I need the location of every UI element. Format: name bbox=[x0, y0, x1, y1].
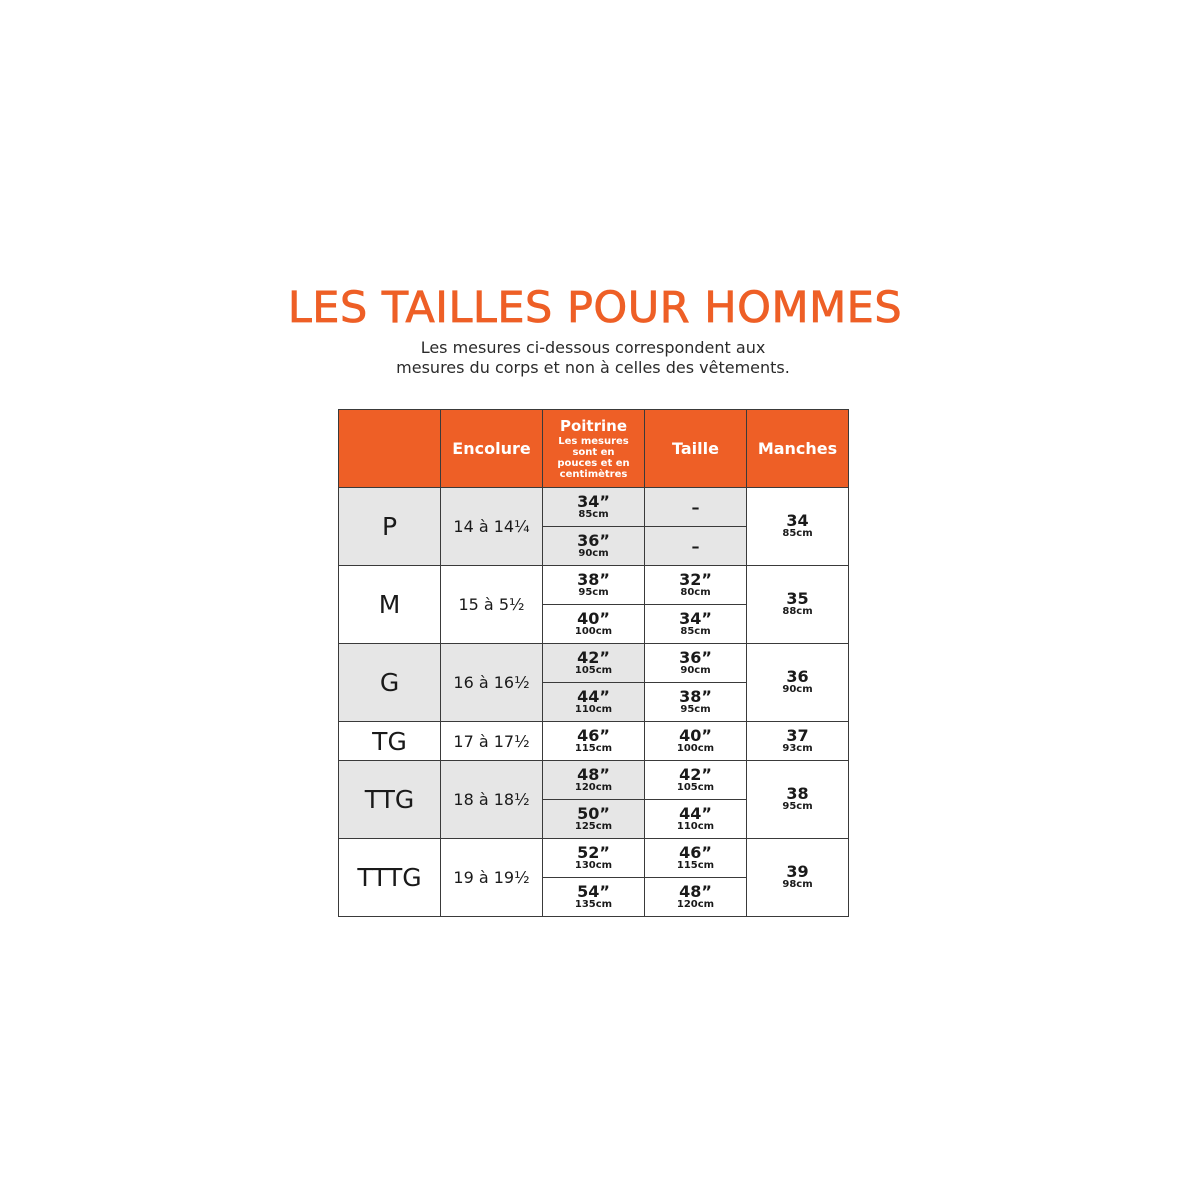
table-header-row bbox=[339, 410, 849, 488]
chest-inches: 38” bbox=[577, 569, 610, 589]
chest-inches: 52” bbox=[577, 842, 610, 862]
waist-cm: 105cm bbox=[676, 781, 715, 793]
chest-inches: 40” bbox=[577, 608, 610, 628]
size-cell: TTTG bbox=[339, 839, 441, 917]
neck-cell: 16 à 16½ bbox=[441, 644, 543, 722]
chest-cm: 90cm bbox=[578, 547, 609, 559]
sleeve-cell bbox=[747, 722, 849, 761]
size-chart-table bbox=[338, 409, 849, 917]
waist-cell bbox=[645, 683, 747, 722]
waist-cell bbox=[645, 488, 747, 527]
sleeve-inches: 37 bbox=[786, 725, 809, 745]
chest-cell bbox=[543, 800, 645, 839]
sleeve-cm: 88cm bbox=[782, 606, 813, 617]
waist-cell bbox=[645, 800, 747, 839]
waist-dash: – bbox=[691, 536, 700, 556]
sleeve-cell bbox=[747, 761, 849, 839]
chest-cm: 125cm bbox=[574, 820, 613, 832]
page-title: LES TAILLES POUR HOMMES bbox=[287, 283, 903, 333]
subtitle-line: Les mesures ci-dessous correspondent aux bbox=[420, 338, 766, 357]
table-row bbox=[339, 644, 849, 683]
sleeve-inches: 36 bbox=[786, 667, 809, 686]
chest-cm: 120cm bbox=[574, 781, 613, 793]
waist-cm: 90cm bbox=[680, 664, 711, 676]
sleeve-cm: 90cm bbox=[782, 684, 813, 695]
chest-cell bbox=[543, 761, 645, 800]
size-cell: TG bbox=[339, 722, 441, 761]
chest-cm: 115cm bbox=[574, 742, 613, 754]
waist-cm: 110cm bbox=[676, 820, 715, 832]
chest-cm: 135cm bbox=[574, 898, 613, 910]
header-chest-note: Les mesures sont en pouces et en centimètres bbox=[557, 435, 630, 480]
waist-cell bbox=[645, 722, 747, 761]
chest-inches: 54” bbox=[577, 881, 610, 901]
waist-cell bbox=[645, 761, 747, 800]
chest-cell bbox=[543, 644, 645, 683]
neck-cell: 18 à 18½ bbox=[441, 761, 543, 839]
chest-cell bbox=[543, 722, 645, 761]
chest-inches: 44” bbox=[577, 686, 610, 706]
chest-inches: 48” bbox=[577, 764, 610, 784]
waist-inches: 40” bbox=[679, 725, 712, 745]
chest-inches: 46” bbox=[577, 725, 610, 745]
neck-cell: 15 à 5½ bbox=[441, 566, 543, 644]
waist-cm: 120cm bbox=[676, 898, 715, 910]
table-row bbox=[339, 761, 849, 800]
waist-cm: 85cm bbox=[680, 625, 711, 637]
sleeve-inches: 35 bbox=[786, 589, 809, 608]
waist-cm: 95cm bbox=[680, 703, 711, 715]
table-row bbox=[339, 839, 849, 878]
waist-inches: 32” bbox=[679, 569, 712, 589]
sleeve-cell bbox=[747, 488, 849, 566]
sleeve-cm: 85cm bbox=[782, 528, 813, 539]
table-row bbox=[339, 566, 849, 605]
chest-cm: 100cm bbox=[574, 625, 613, 637]
header-chest bbox=[543, 410, 645, 488]
sleeve-cell bbox=[747, 566, 849, 644]
waist-cm: 80cm bbox=[680, 586, 711, 598]
table-body bbox=[339, 488, 849, 917]
header-waist: Taille bbox=[645, 410, 747, 488]
sleeve-cm: 93cm bbox=[782, 742, 813, 754]
page-subtitle bbox=[0, 338, 1186, 378]
size-cell: TTG bbox=[339, 761, 441, 839]
waist-inches: 38” bbox=[679, 686, 712, 706]
waist-inches: 36” bbox=[679, 647, 712, 667]
sleeve-cell bbox=[747, 839, 849, 917]
chest-cell bbox=[543, 839, 645, 878]
sleeve-cm: 98cm bbox=[782, 879, 813, 890]
waist-cell bbox=[645, 878, 747, 917]
sleeve-inches: 38 bbox=[786, 784, 809, 803]
chest-inches: 50” bbox=[577, 803, 610, 823]
waist-inches: 46” bbox=[679, 842, 712, 862]
chest-cm: 105cm bbox=[574, 664, 613, 676]
header-size bbox=[339, 410, 441, 488]
waist-cm: 100cm bbox=[676, 742, 715, 754]
chest-inches: 36” bbox=[577, 530, 610, 550]
chest-cell bbox=[543, 566, 645, 605]
subtitle-line: mesures du corps et non à celles des vêtements. bbox=[396, 358, 790, 377]
table-row bbox=[339, 722, 849, 761]
waist-inches: 34” bbox=[679, 608, 712, 628]
chest-cm: 85cm bbox=[578, 508, 609, 520]
waist-inches: 48” bbox=[679, 881, 712, 901]
header-sleeves: Manches bbox=[747, 410, 849, 488]
chest-cell bbox=[543, 683, 645, 722]
chest-cm: 95cm bbox=[578, 586, 609, 598]
chest-inches: 34” bbox=[577, 491, 610, 511]
waist-cell bbox=[645, 839, 747, 878]
chest-cell bbox=[543, 605, 645, 644]
waist-cell bbox=[645, 644, 747, 683]
waist-cm: 115cm bbox=[676, 859, 715, 871]
sleeve-cm: 95cm bbox=[782, 801, 813, 812]
sleeve-inches: 34 bbox=[786, 511, 809, 530]
table-row bbox=[339, 488, 849, 527]
sleeve-inches: 39 bbox=[786, 862, 809, 881]
header-chest-label: Poitrine bbox=[559, 416, 627, 435]
sleeve-cell bbox=[747, 644, 849, 722]
size-cell: P bbox=[339, 488, 441, 566]
waist-cell bbox=[645, 566, 747, 605]
size-cell: M bbox=[339, 566, 441, 644]
neck-cell: 17 à 17½ bbox=[441, 722, 543, 761]
waist-dash: – bbox=[691, 497, 700, 517]
waist-cell bbox=[645, 527, 747, 566]
chest-cell bbox=[543, 488, 645, 527]
chest-cell bbox=[543, 527, 645, 566]
size-cell: G bbox=[339, 644, 441, 722]
chest-cm: 130cm bbox=[574, 859, 613, 871]
waist-inches: 44” bbox=[679, 803, 712, 823]
neck-cell: 14 à 14¼ bbox=[441, 488, 543, 566]
chest-cell bbox=[543, 878, 645, 917]
chest-cm: 110cm bbox=[574, 703, 613, 715]
header-neck: Encolure bbox=[441, 410, 543, 488]
waist-cell bbox=[645, 605, 747, 644]
chest-inches: 42” bbox=[577, 647, 610, 667]
waist-inches: 42” bbox=[679, 764, 712, 784]
neck-cell: 19 à 19½ bbox=[441, 839, 543, 917]
